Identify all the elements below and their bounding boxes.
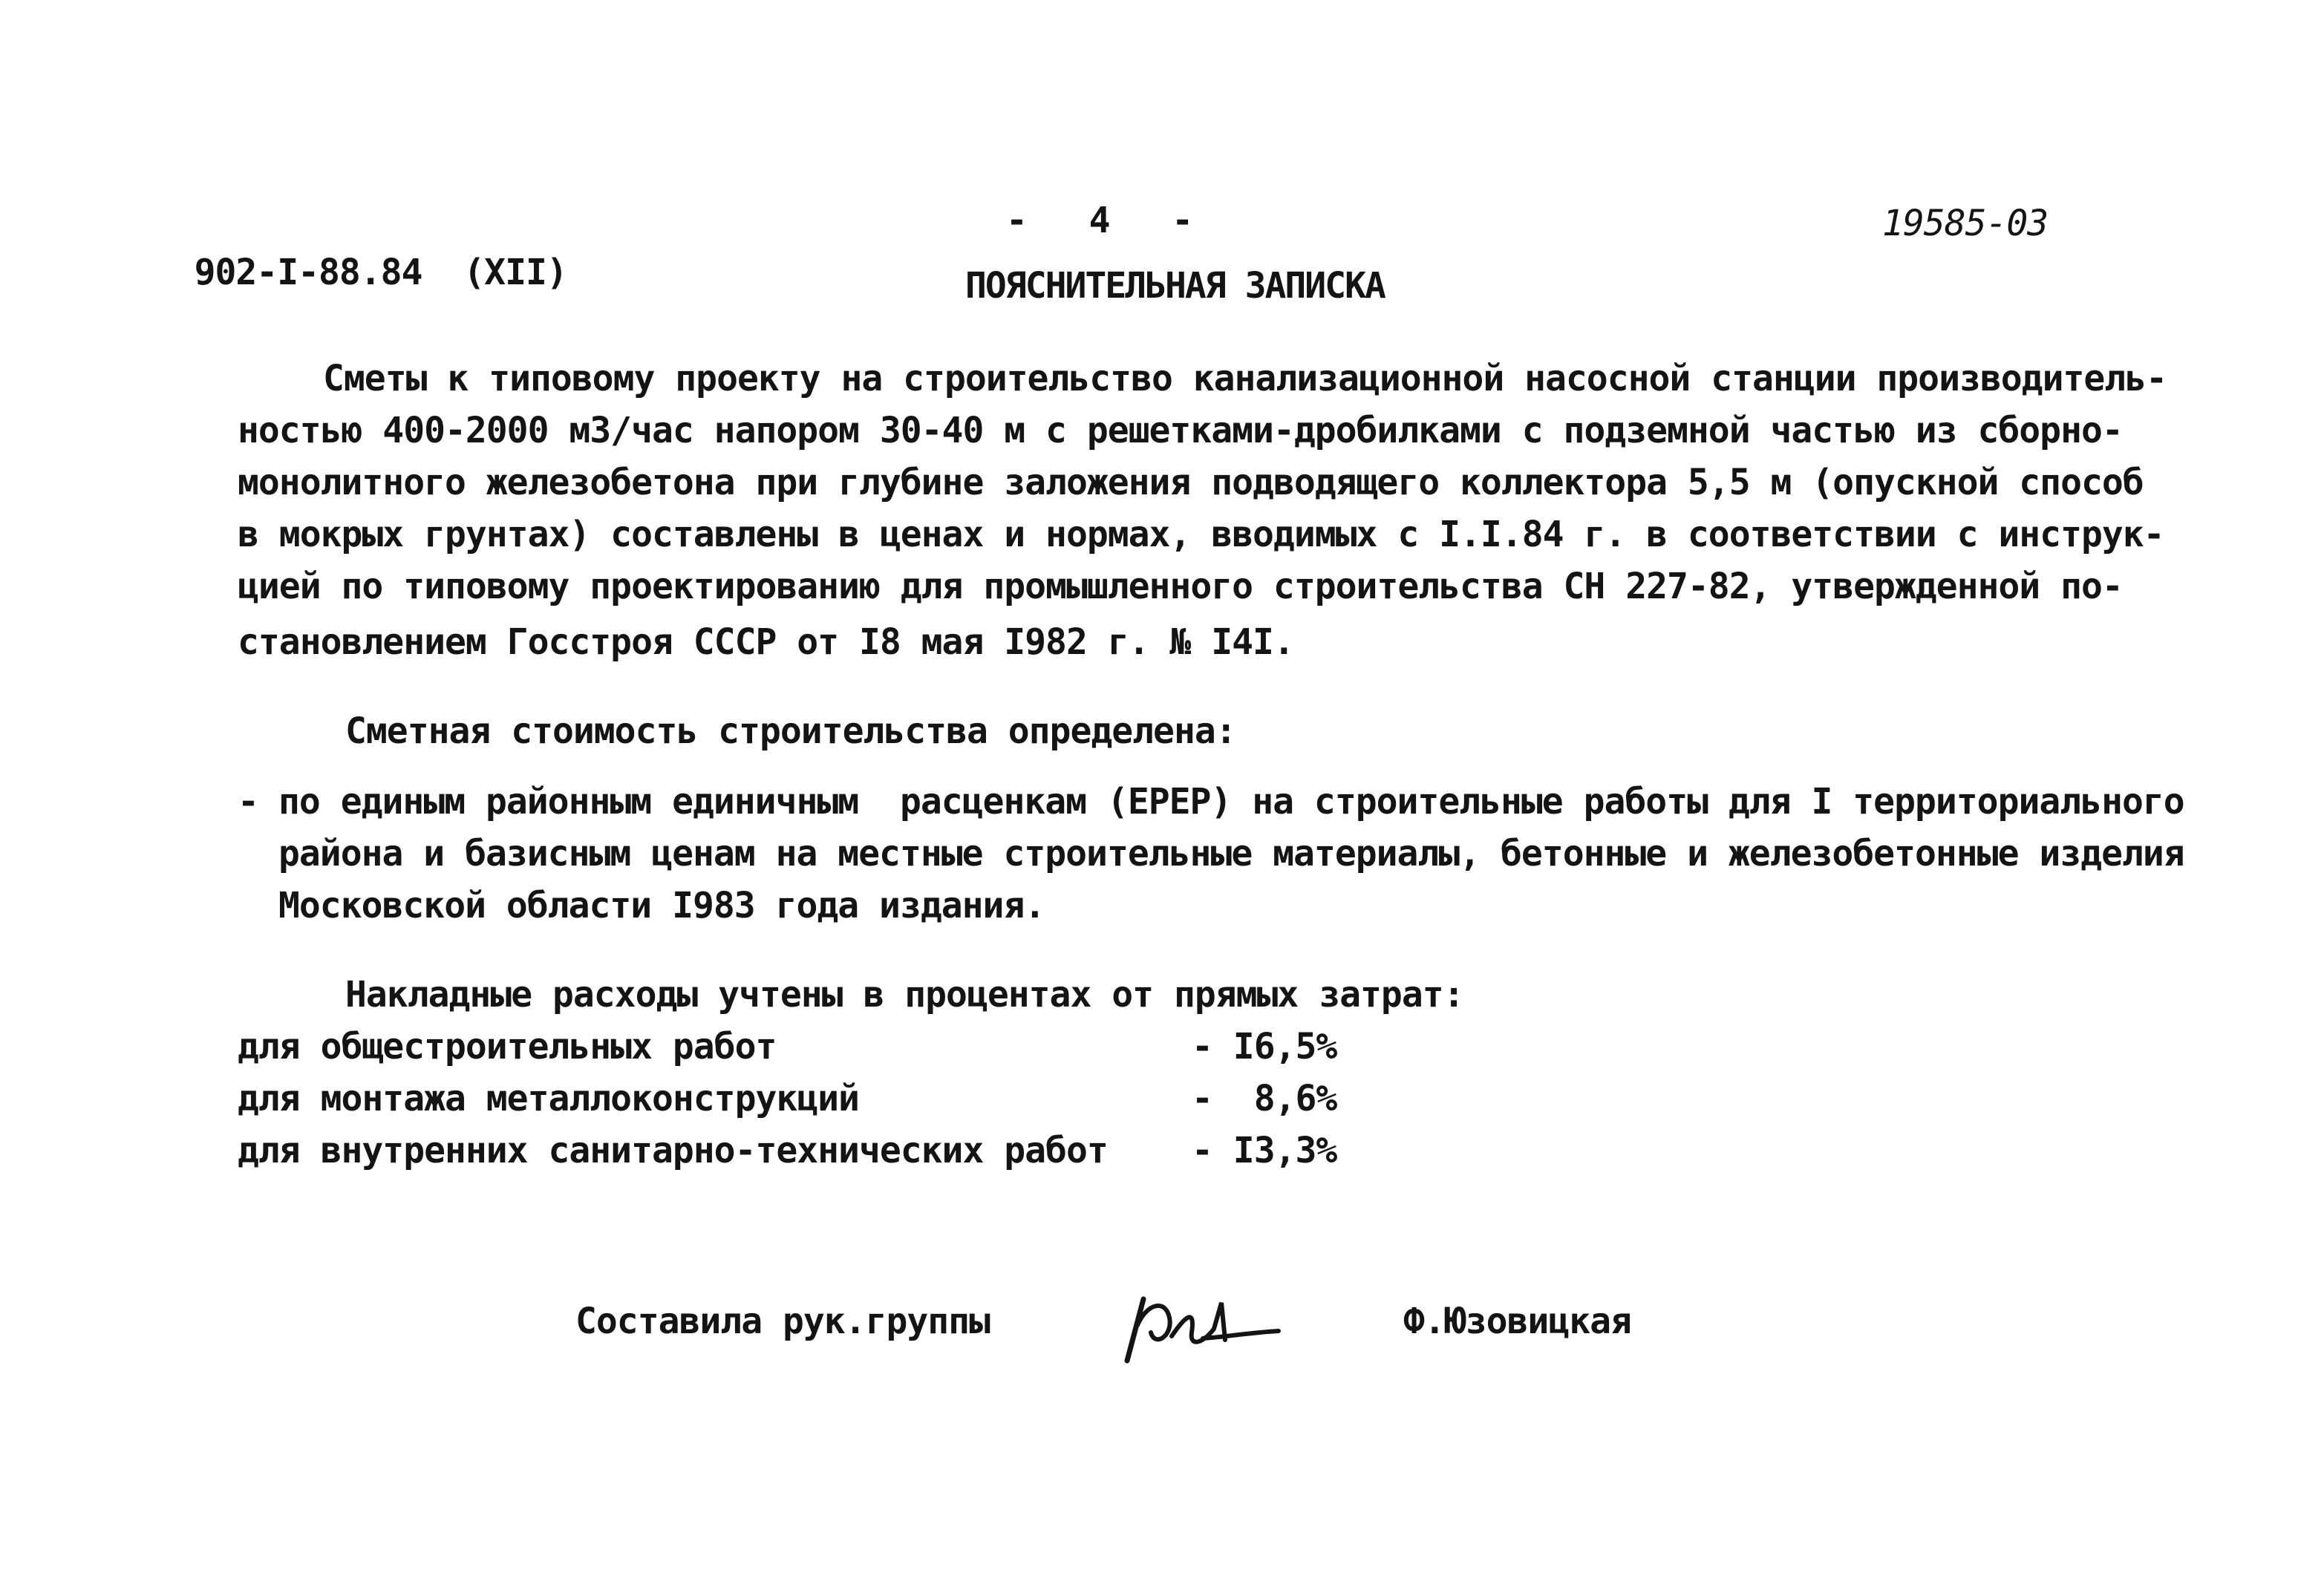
overhead-intro: Накладные расходы учтены в процентах от прямых затрат: (345, 974, 1464, 1016)
cost-intro: Сметная стоимость строительства определена: (345, 710, 1236, 752)
page-number-row: - 4 - (1006, 200, 1193, 241)
bullet-line: по единым районным единичным расценкам (ЕРЕР) на строительные работы для I территориального (278, 781, 2184, 822)
bullet-line: Московской области I983 года издания. (278, 885, 1045, 926)
paragraph-line: Сметы к типовому проекту на строительство канализационной насосной станции производитель- (323, 358, 2167, 399)
page-number: 4 (1088, 200, 1110, 241)
sheet-number: 19585-03 (1882, 203, 2049, 244)
series-text: (XII) (463, 252, 567, 293)
handwritten-signature (1114, 1273, 1285, 1370)
paragraph-line: становлением Госстроя СССР от I8 мая I982 г. № I4I. (238, 621, 1294, 663)
overhead-value: - 8,6% (1192, 1078, 1337, 1119)
paragraph-line: в мокрых грунтах) составлены в ценах и нормах, вводимых с I.I.84 г. в соответствии с инструк- (238, 514, 2164, 555)
paragraph-line: ностью 400-2000 м3/час напором 30-40 м с решетками-дробилками с подземной частью из сборно- (238, 410, 2123, 451)
overhead-label: для монтажа металлоконструкций (238, 1078, 859, 1119)
bullet-dash: - (238, 781, 259, 822)
bullet-line: района и базисным ценам на местные строительные материалы, бетонные и железобетонные изделия (278, 833, 2184, 874)
overhead-label: для общестроительных работ (238, 1026, 777, 1067)
overhead-value: - I6,5% (1192, 1026, 1337, 1067)
paragraph-line: монолитного железобетона при глубине заложения подводящего коллектора 5,5 м (опускной способ (238, 462, 2144, 503)
signature-role: Составила рук.группы (575, 1301, 990, 1342)
code-text: 902-I-88.84 (194, 252, 422, 293)
overhead-label: для внутренних санитарно-технических работ (238, 1130, 1108, 1171)
document-code (111, 194, 567, 350)
signature-name: Ф.Юзовицкая (1403, 1301, 1631, 1342)
page-title: ПОЯСНИТЕЛЬНАЯ ЗАПИСКА (965, 265, 1385, 307)
overhead-value: - I3,3% (1192, 1130, 1337, 1171)
paragraph-line: цией по типовому проектированию для промышленного строительства СН 227-82, утвержденной по- (238, 566, 2123, 607)
